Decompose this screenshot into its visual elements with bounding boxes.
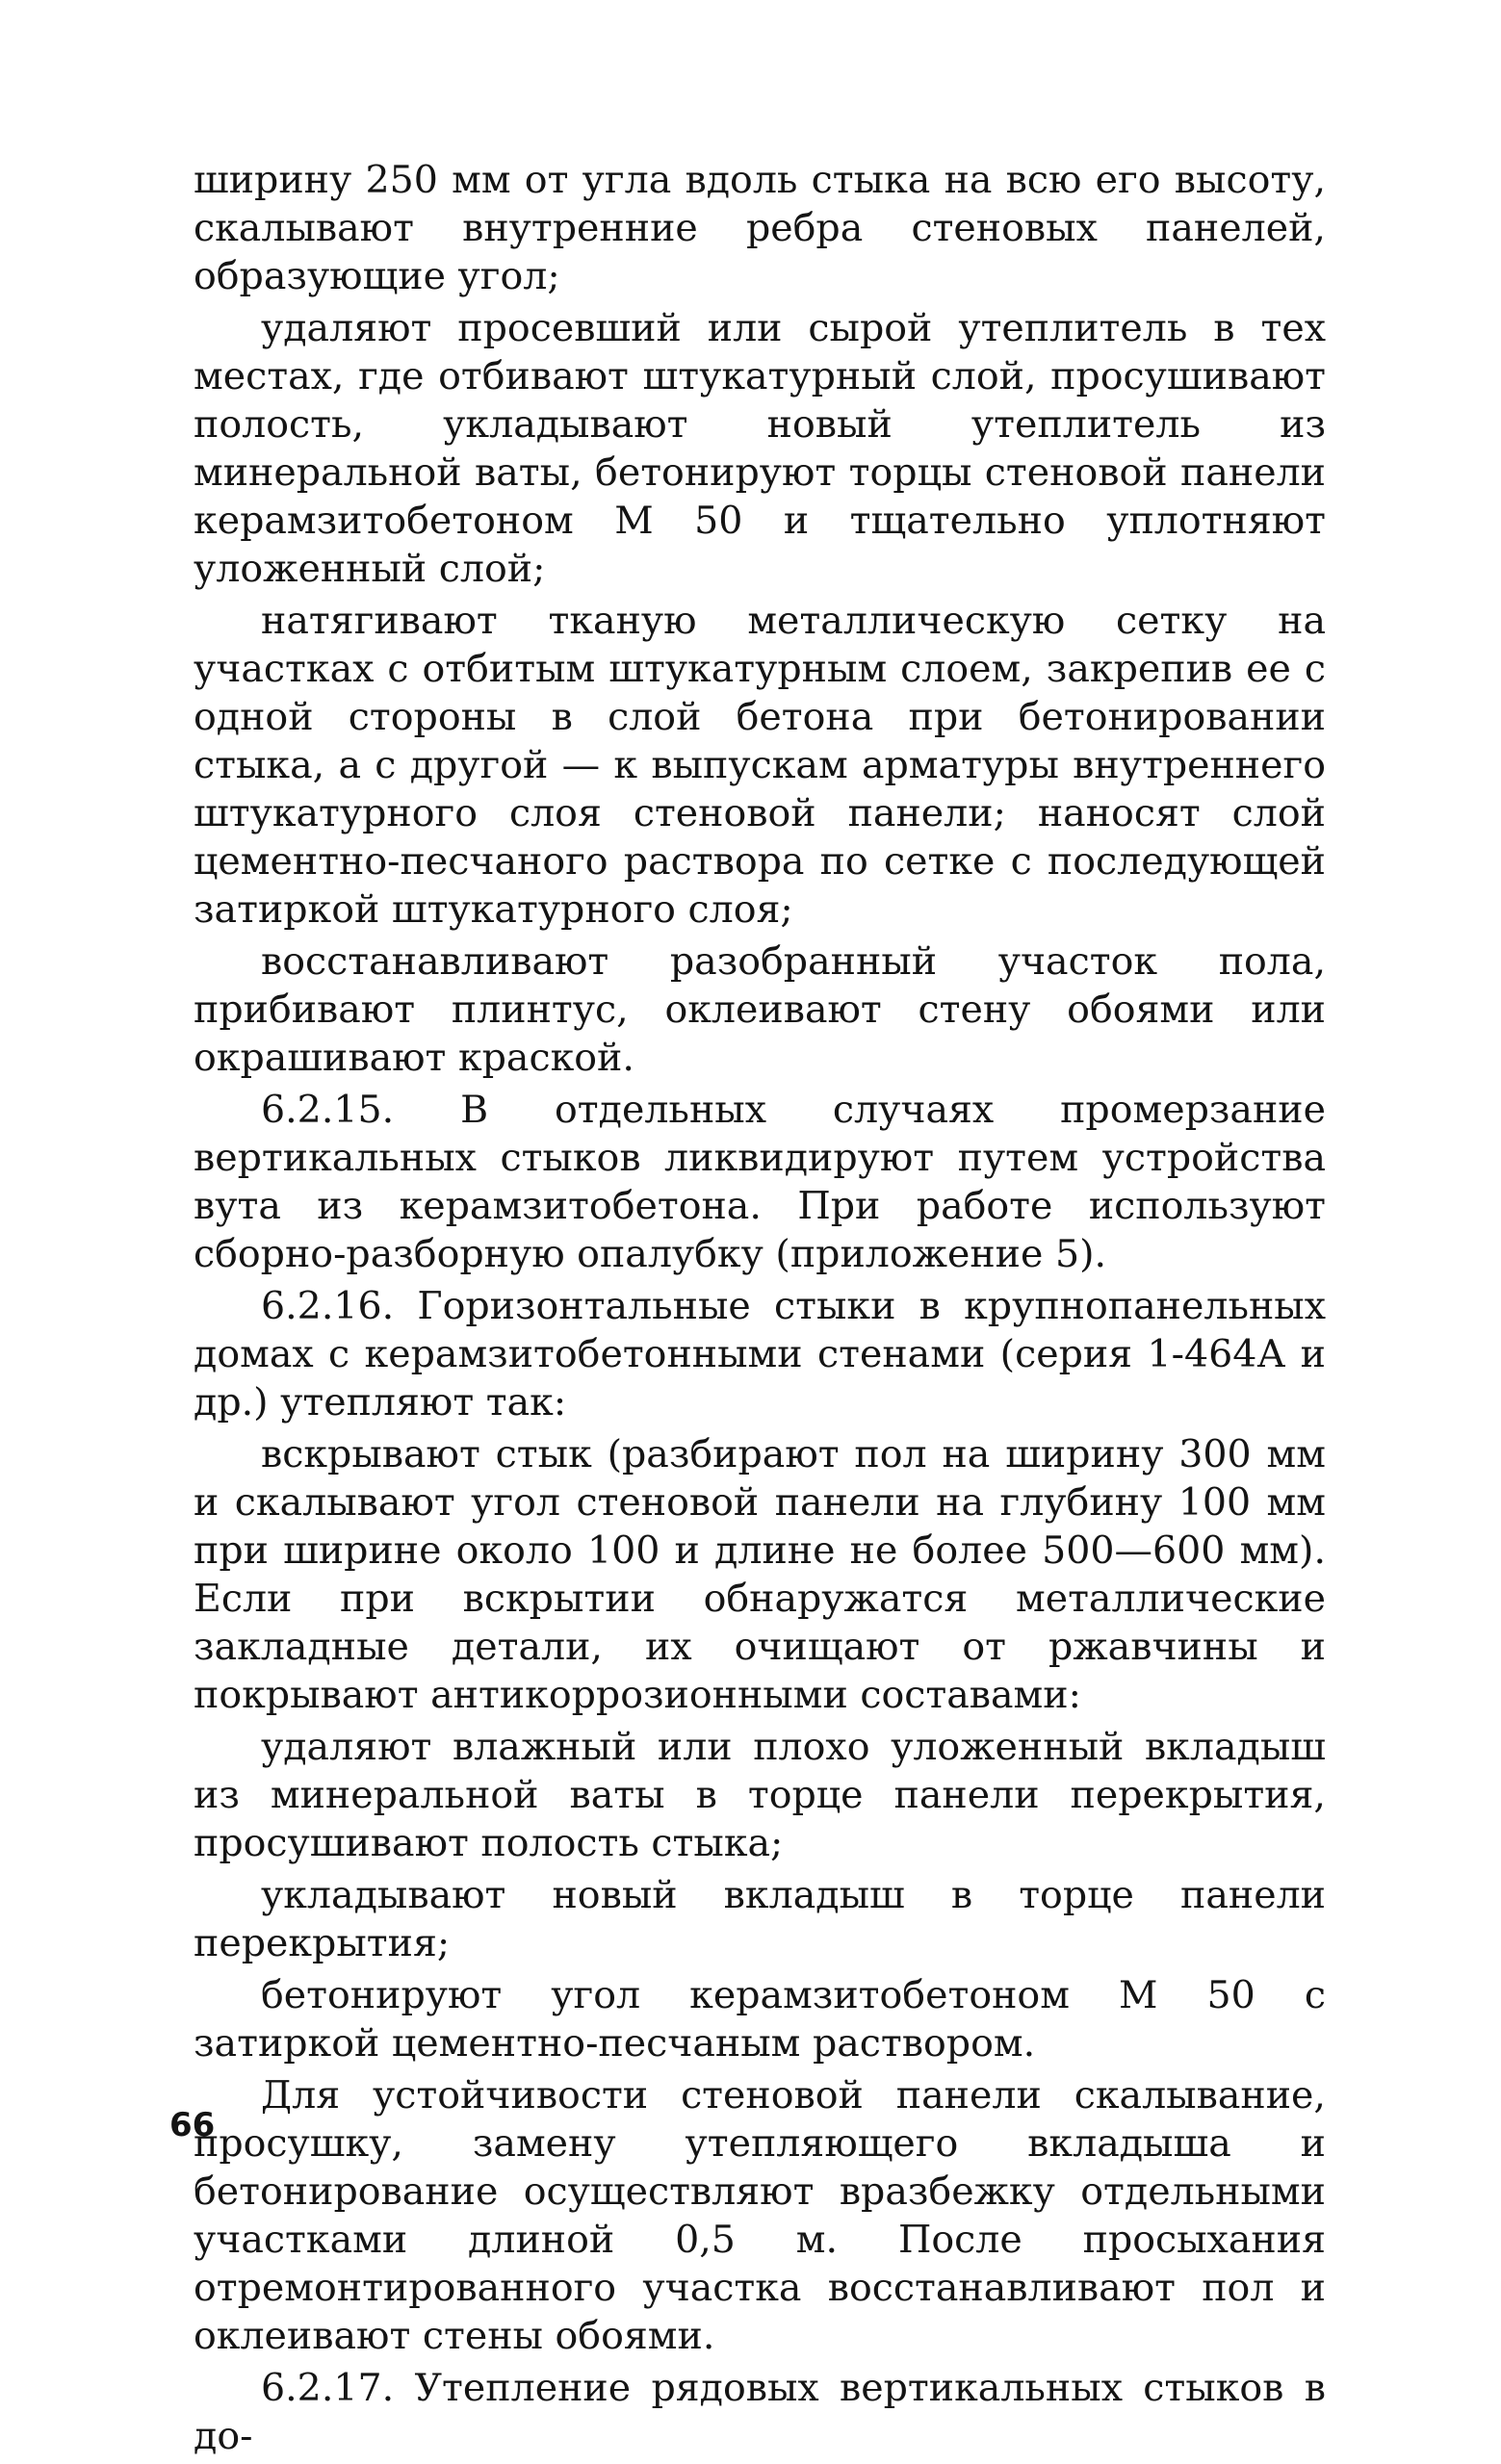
paragraph-10: бетонируют угол керамзитобетоном М 50 с затиркой цементно-песчаным раствором. [194,1973,1326,2066]
body-text [194,156,1326,2464]
paragraph-6: 6.2.16. Горизонтальные стыки в крупнопанельных домах с керамзитобетонными стенами (серия 1-464А и др.) утепляют так: [194,1284,1326,1424]
paragraph-12: 6.2.17. Утепление рядовых вертикальных стыков в до- [194,2366,1326,2458]
paragraph-1: ширину 250 мм от угла вдоль стыка на всю его высоту, скалывают внутренние ребра стеновых панелей, образующие угол; [194,158,1326,298]
paragraph-2: удаляют просевший или сырой утеплитель в тех местах, где отбивают штукатурный слой, просушивают полость, укладывают новый утеплитель из минеральной ваты, бетонируют торцы стеновой панели керамзитобетоном М 50 и тщательно уплотняют уложенный слой; [194,306,1326,591]
paragraph-4: восстанавливают разобранный участок пола, прибивают плинтус, оклеивают стену обоями или окрашивают краской. [194,939,1326,1080]
paragraph-7: вскрывают стык (разбирают пол на ширину 300 мм и скалывают угол стеновой панели на глубину 100 мм при ширине около 100 и длине не более 500—600 мм). Если при вскрытии обнаружатся металлические закладные детали, их очищают от ржавчины и покрывают антикоррозионными составами: [194,1432,1326,1717]
paragraph-11: Для устойчивости стеновой панели скалывание, просушку, замену утепляющего вкладыша и бетонирование осуществляют вразбежку отдельными участками длиной 0,5 м. После просыхания отремонтированного участка восстанавливают пол и оклеивают стены обоями. [194,2073,1326,2358]
paragraph-5: 6.2.15. В отдельных случаях промерзание вертикальных стыков ликвидируют путем устройства вута из керамзитобетона. При работе используют сборно-разборную опалубку (приложение 5). [194,1088,1326,1276]
page-number: 66 [169,2106,216,2144]
paragraph-9: укладывают новый вкладыш в торце панели перекрытия; [194,1873,1326,1965]
paragraph-3: натягивают тканую металлическую сетку на участках с отбитым штукатурным слоем, закрепив ее с одной стороны в слой бетона при бетонировании стыка, а с другой — к выпускам арматуры внутреннего штукатурного слоя стеновой панели; наносят слой цементно-песчаного раствора по сетке с последующей затиркой штукатурного слоя; [194,599,1326,932]
paragraph-8: удаляют влажный или плохо уложенный вкладыш из минеральной ваты в торце панели перекрытия, просушивают полость стыка; [194,1725,1326,1865]
